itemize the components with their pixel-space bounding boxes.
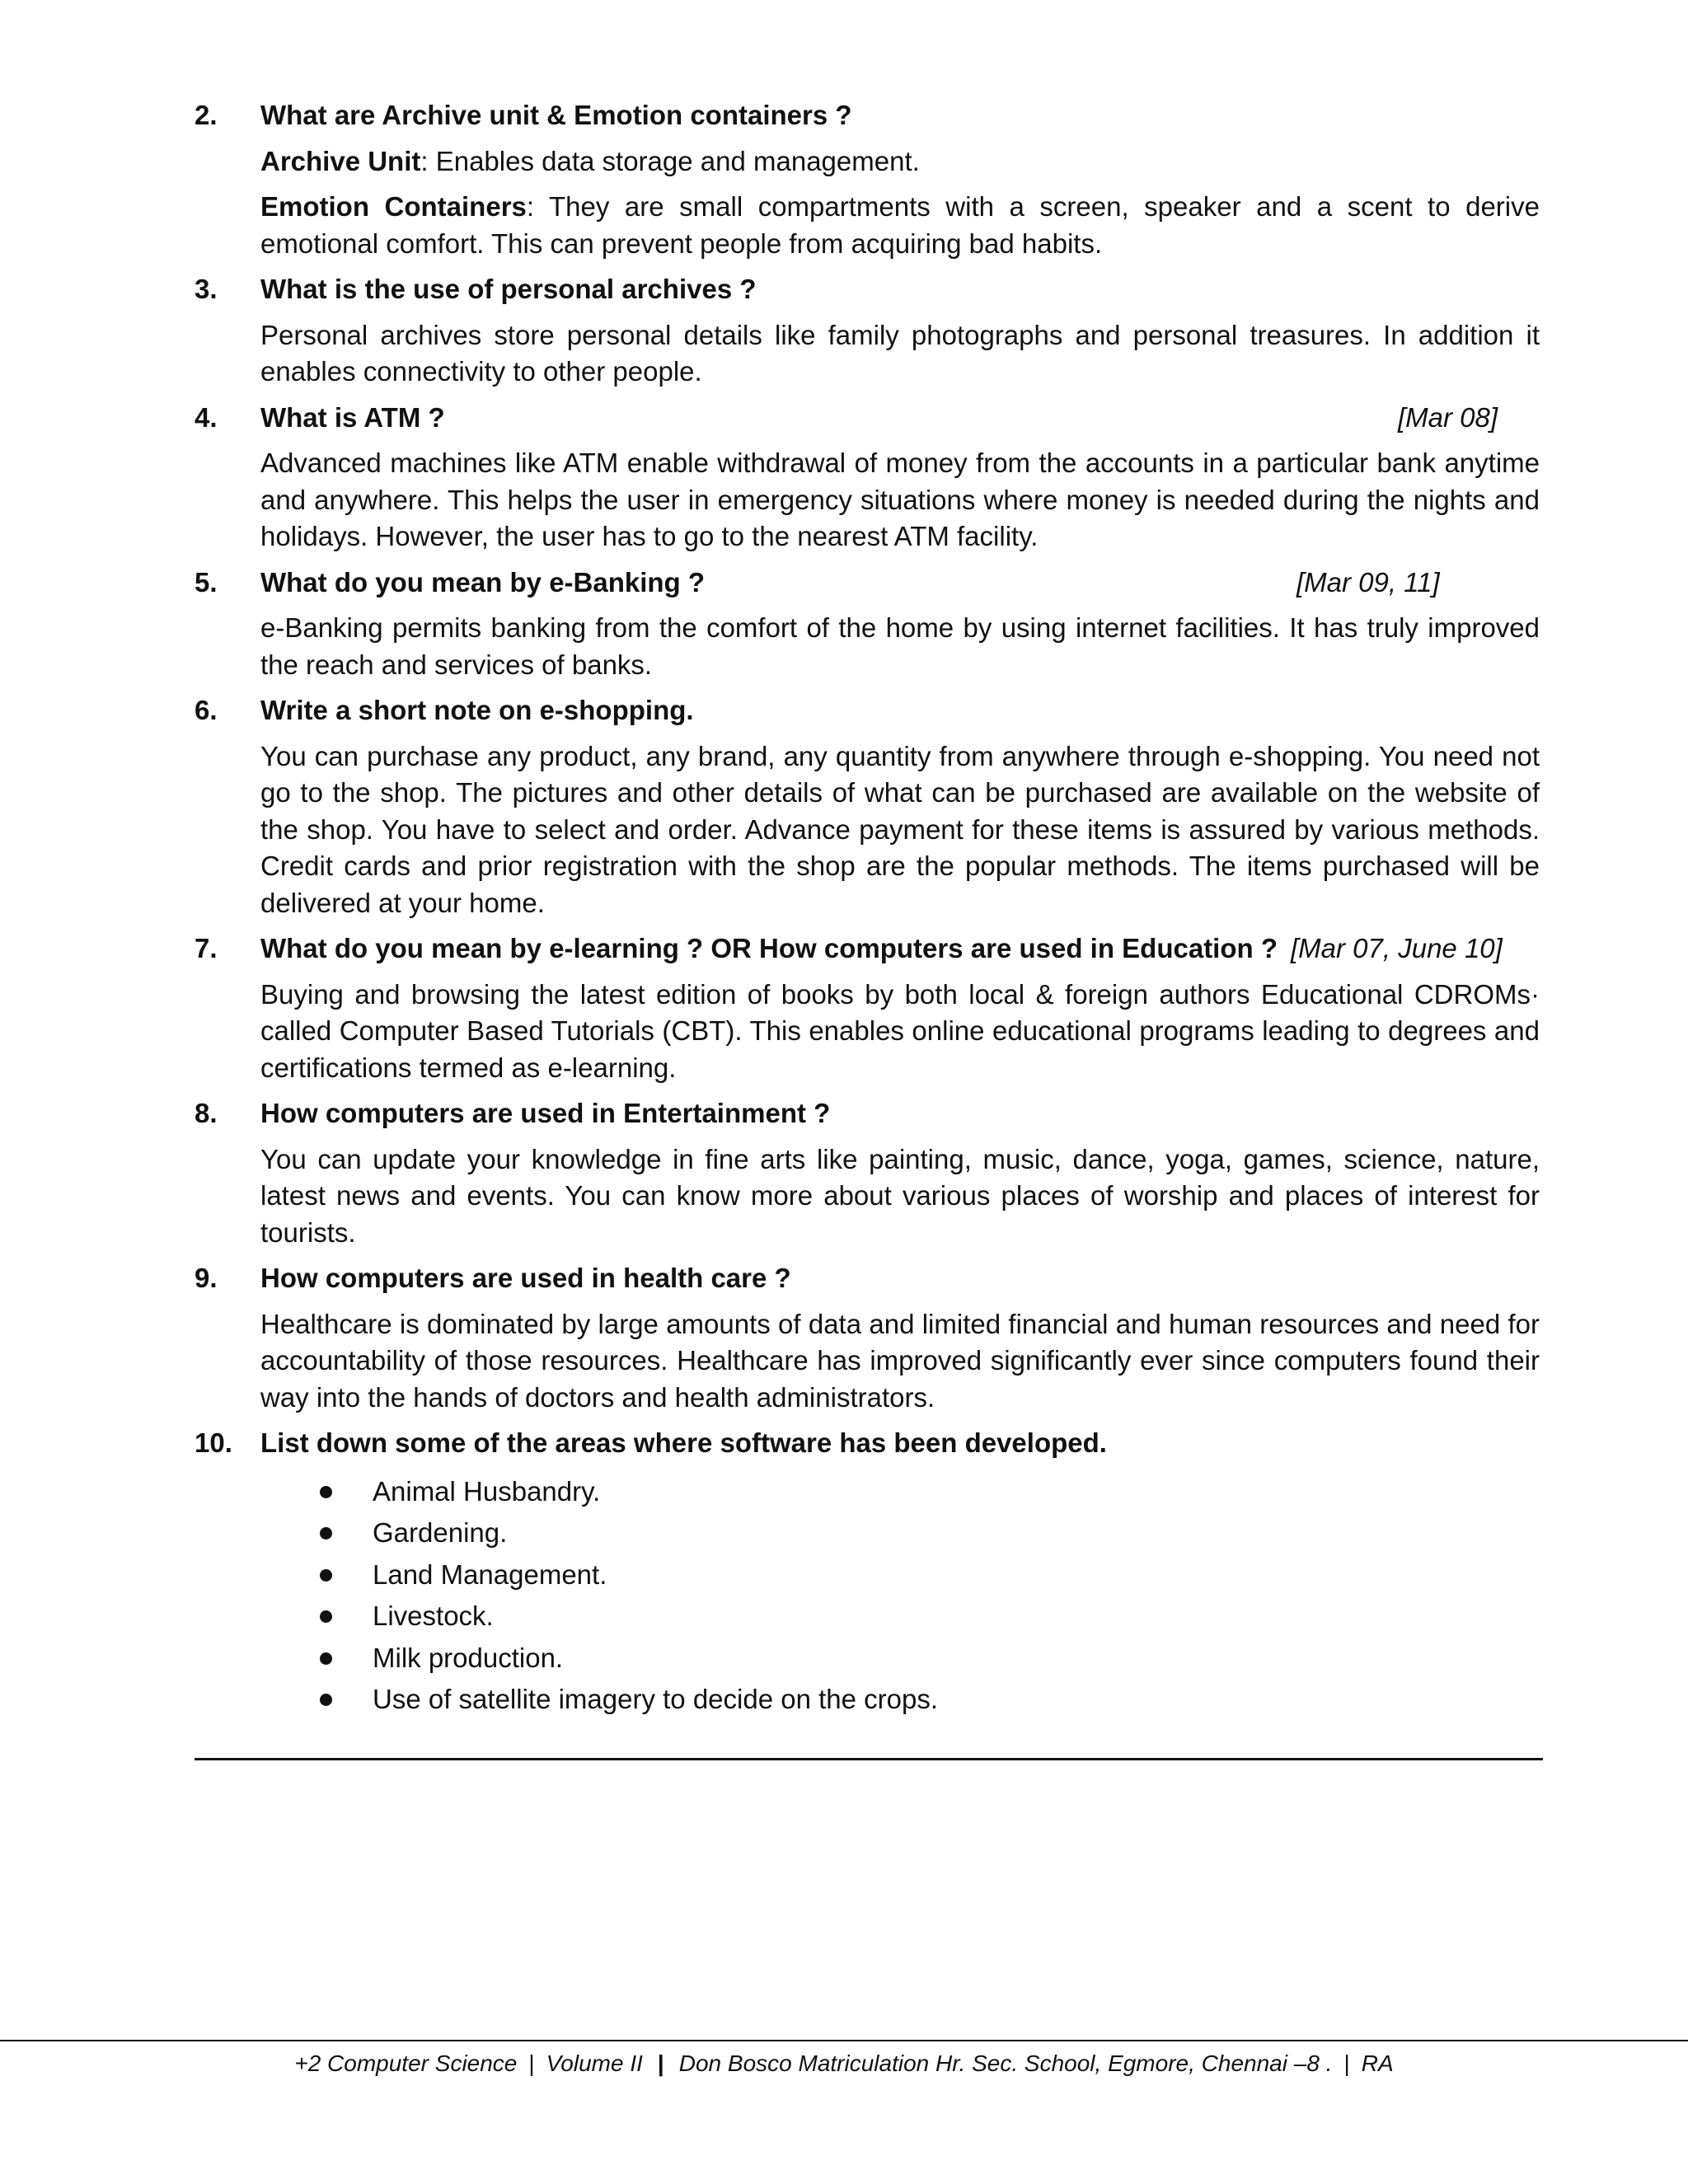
question-number: 3. <box>195 274 218 304</box>
question-heading <box>195 930 1540 968</box>
bullet-icon <box>320 1486 332 1498</box>
list-item-text: Gardening. <box>373 1517 508 1548</box>
bullet-icon <box>320 1527 332 1540</box>
footer-volume: Volume II <box>546 2050 643 2076</box>
question-4 <box>195 400 1540 555</box>
list-item-text: Land Management. <box>373 1558 607 1590</box>
list-item <box>373 1471 1540 1513</box>
answer-paragraph: Personal archives store personal details like family photographs and personal treasures. In addition it enables connectivity to other people. <box>260 319 1540 387</box>
question-3 <box>195 271 1540 391</box>
footer-author: RA <box>1361 2050 1394 2076</box>
question-title: What is the use of personal archives ? <box>260 274 757 304</box>
list-item-text: Milk production. <box>373 1642 564 1673</box>
footer-school: Don Bosco Matriculation Hr. Sec. School, Egmore, Chennai –8 . <box>678 2050 1333 2076</box>
question-title: Write a short note on e-shopping. <box>260 695 694 725</box>
answer-text: : Enables data storage and management. <box>420 145 920 176</box>
question-number: 9. <box>195 1263 218 1293</box>
question-number: 6. <box>195 695 218 725</box>
answer-paragraph: You can purchase any product, any brand, any quantity from anywhere through e-shopping. You need not go to the shop. The pictures and other details of what can be purchased are available on the website of the shop. You have to select and order. Advance payment for these items is assured by various methods. Credit cards and prior registration with the shop are the popular methods. The items purchased will be delivered at your home. <box>260 740 1540 918</box>
question-8 <box>195 1095 1540 1251</box>
question-title: What do you mean by e-learning ? OR How computers are used in Education ? <box>260 933 1278 963</box>
question-title: How computers are used in health care ? <box>260 1263 791 1293</box>
list-item <box>373 1638 1540 1680</box>
question-heading <box>195 271 1540 308</box>
question-heading <box>195 1260 1540 1297</box>
question-2 <box>195 97 1540 262</box>
question-title: List down some of the areas where software has been developed. <box>260 1427 1107 1458</box>
page-footer <box>0 2050 1688 2077</box>
question-number: 5. <box>195 566 218 598</box>
bullet-list <box>195 1471 1540 1721</box>
question-heading <box>195 1425 1540 1462</box>
exam-date-tag: [Mar 07, June 10] <box>1291 933 1503 963</box>
answer-paragraph: Advanced machines like ATM enable withdrawal of money from the accounts in a particular bank anytime and anywhere. This helps the user in emergency situations where money is needed during the nights and holidays. However, the user has to go to the nearest ATM facility. <box>260 448 1540 551</box>
answer-paragraph <box>260 189 1540 262</box>
question-heading <box>195 400 1540 437</box>
question-title: What do you mean by e-Banking ? <box>260 566 706 598</box>
question-number: 10. <box>195 1427 232 1458</box>
footer-course: +2 Computer Science <box>294 2050 518 2076</box>
answer-paragraph: You can update your knowledge in fine arts like painting, music, dance, yoga, games, science, nature, latest news and events. You can know more about various places of worship and places of interest for tourists. <box>260 1143 1540 1248</box>
question-title: How computers are used in Entertainment ? <box>260 1098 831 1128</box>
question-5 <box>195 565 1540 684</box>
list-item-text: Livestock. <box>373 1601 494 1631</box>
answer-term: Emotion Containers <box>260 191 527 222</box>
list-item-text: Use of satellite imagery to decide on the crops. <box>373 1684 939 1714</box>
question-title: What is ATM ? <box>260 401 445 433</box>
list-item <box>373 1554 1540 1596</box>
question-title: What are Archive unit & Emotion containers ? <box>260 100 852 130</box>
bullet-icon <box>320 1652 332 1665</box>
footer-separator: | <box>528 2050 535 2076</box>
question-10 <box>195 1425 1540 1721</box>
bullet-icon <box>320 1610 332 1623</box>
footer-separator: | <box>1343 2050 1350 2076</box>
answer-paragraph: Buying and browsing the latest edition of books by both local & foreign authors Educational CDROMs· called Computer Based Tutorials (CBT). This enables online educational programs leading to degrees and certifications termed as e-learning. <box>260 978 1540 1083</box>
question-9 <box>195 1260 1540 1416</box>
list-item <box>373 1512 1540 1554</box>
question-heading <box>195 97 1540 134</box>
question-number: 2. <box>195 100 218 130</box>
question-heading <box>195 565 1540 602</box>
question-number: 4. <box>195 401 218 433</box>
list-item-text: Animal Husbandry. <box>373 1475 601 1507</box>
question-number: 7. <box>195 933 218 963</box>
exam-date-tag: [Mar 09, 11] <box>1296 566 1440 598</box>
document-body <box>195 97 1540 1730</box>
question-heading <box>195 1095 1540 1132</box>
question-7 <box>195 930 1540 1086</box>
footer-separator: | <box>657 2050 664 2076</box>
question-6 <box>195 692 1540 921</box>
answer-paragraph: e-Banking permits banking from the comfort of the home by using internet facilities. It has truly improved the reach and services of banks. <box>260 612 1540 680</box>
answer-paragraph <box>260 143 1540 180</box>
question-number: 8. <box>195 1098 218 1128</box>
answer-text: : They are small compartments with a screen, speaker and a scent to derive emotional comfort. This can prevent people from acquiring bad habits. <box>260 191 1540 259</box>
answer-paragraph: Healthcare is dominated by large amounts of data and limited financial and human resources and need for accountability of those resources. Healthcare has improved significantly ever since computers found their way into the hands of doctors and health administrators. <box>260 1308 1540 1413</box>
list-item <box>373 1679 1540 1721</box>
question-heading <box>195 692 1540 729</box>
section-divider <box>195 1758 1543 1760</box>
list-item <box>373 1596 1540 1638</box>
bullet-icon <box>320 1694 332 1706</box>
footer-divider <box>0 2040 1688 2041</box>
answer-term: Archive Unit <box>260 145 421 176</box>
bullet-icon <box>320 1569 332 1582</box>
exam-date-tag: [Mar 08] <box>1398 401 1498 433</box>
